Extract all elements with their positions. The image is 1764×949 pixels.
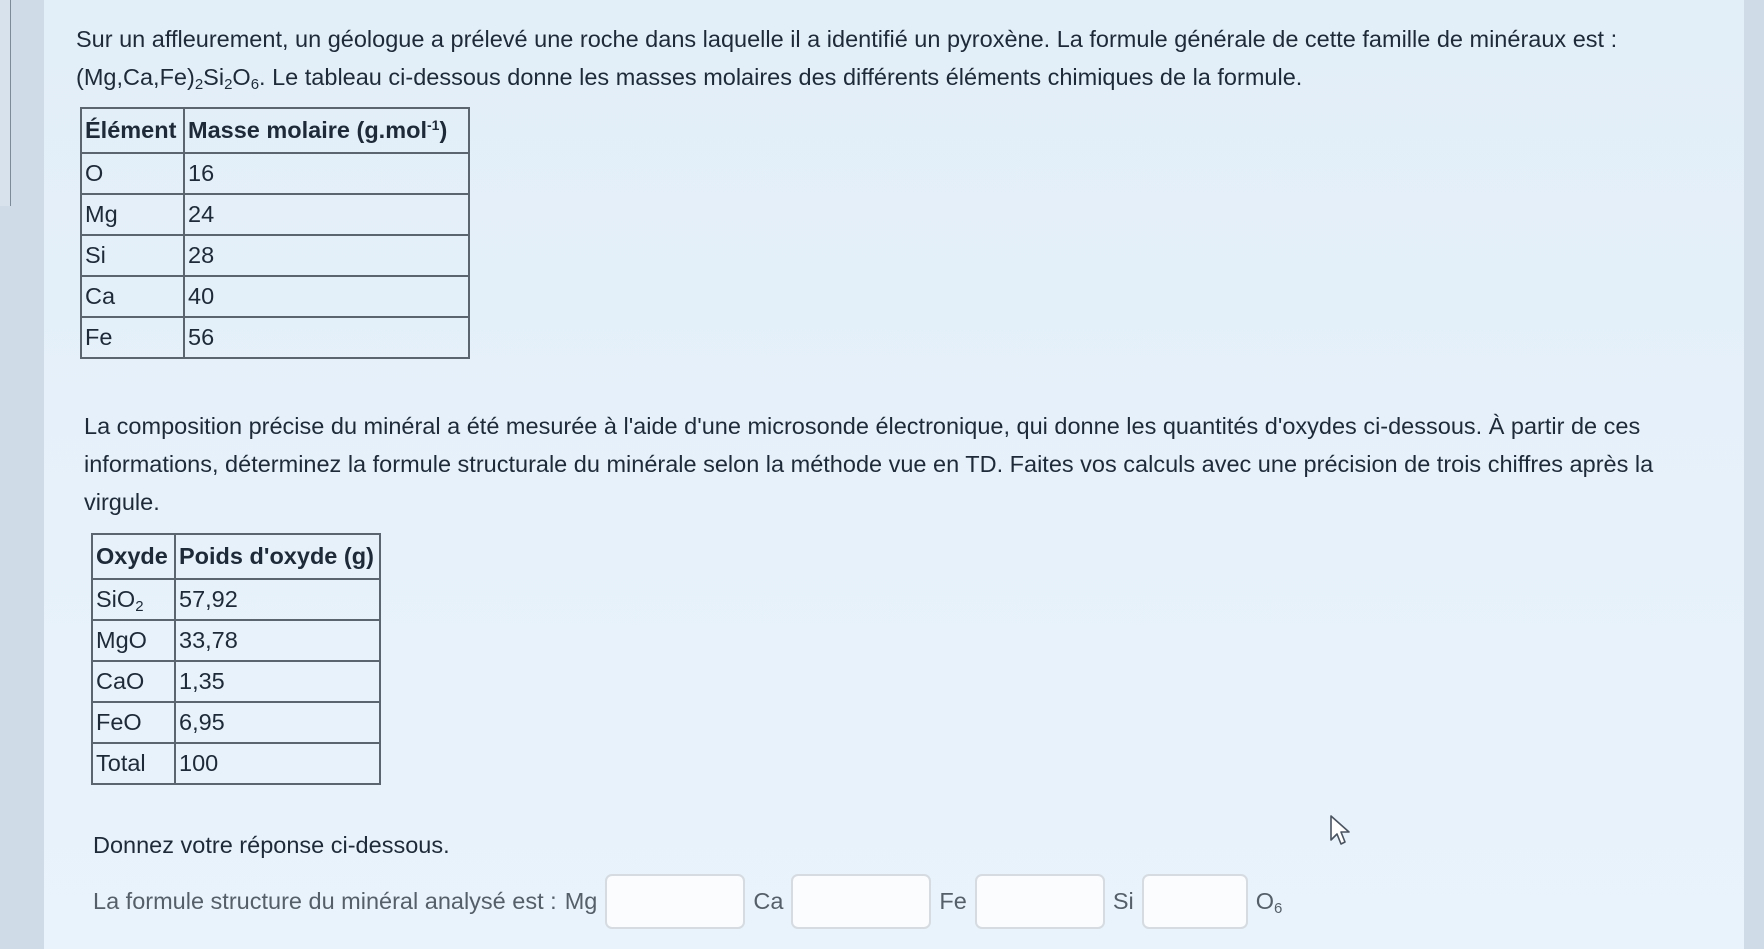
table-row [81, 194, 469, 235]
column-header-molar-mass: Masse molaire (g.mol$^{-1}$) [184, 108, 469, 153]
mg-coefficient-input[interactable] [605, 874, 745, 929]
oxide-cell: FeO [92, 702, 175, 743]
table-row [81, 317, 469, 358]
answer-label: La formule structure du minéral analysé est : [93, 887, 557, 914]
intro-line1: Sur un affleurement, un géologue a prélevé une roche dans laquelle il a identifié un pyroxène. La formule générale de cette famille de minéraux est : [76, 26, 1618, 52]
table-row [81, 153, 469, 194]
weight-cell: 100 [175, 743, 380, 784]
table-row [92, 620, 380, 661]
molar-mass-cell: 16 [184, 153, 469, 194]
si-coefficient-input[interactable] [1142, 874, 1248, 929]
fe-coefficient-input[interactable] [975, 874, 1105, 929]
si-symbol: Si [1112, 887, 1134, 914]
column-header-oxide: Oxyde [92, 534, 175, 579]
fe-symbol: Fe [939, 887, 967, 914]
table-header-row [92, 534, 380, 579]
left-sidebar-edge [0, 0, 11, 206]
table-row-total [92, 743, 380, 784]
element-cell: Fe [81, 317, 184, 358]
answer-prompt: Donnez votre réponse ci-dessous. [93, 832, 450, 858]
element-cell: Ca [81, 276, 184, 317]
oxide-cell: SiO$_2$ [92, 579, 175, 620]
element-cell: O [81, 153, 184, 194]
molar-mass-table [80, 107, 470, 359]
ca-coefficient-input[interactable] [791, 874, 931, 929]
ca-symbol: Ca [753, 887, 784, 914]
intro-text [76, 20, 1736, 96]
molar-mass-cell: 40 [184, 276, 469, 317]
molar-mass-cell: 24 [184, 194, 469, 235]
weight-cell: 1,35 [175, 661, 380, 702]
molar-mass-cell: 56 [184, 317, 469, 358]
oxide-weight-table [91, 533, 381, 785]
table-row [92, 702, 380, 743]
table-row [92, 579, 380, 620]
table-row [92, 661, 380, 702]
o-symbol: $O_6$ [1255, 887, 1283, 917]
mouse-pointer-icon [1329, 814, 1355, 848]
oxide-cell: CaO [92, 661, 175, 702]
oxide-cell: Total [92, 743, 175, 784]
mg-symbol: Mg [564, 887, 598, 914]
molar-mass-cell: 28 [184, 235, 469, 276]
weight-cell: 57,92 [175, 579, 380, 620]
oxide-cell: MgO [92, 620, 175, 661]
instructions-text: La composition précise du minéral a été mesurée à l'aide d'une microsonde électronique, qui donne les quantités d'oxydes ci-dessous. À partir de ces informations, déterminez la formule structurale du minérale selon la méthode vue en TD. Faites vos calculs avec une précision de trois chiffres après la virgule. [84, 413, 1654, 515]
element-cell: Mg [81, 194, 184, 235]
table-row [81, 276, 469, 317]
column-header-element: Élément [81, 108, 184, 153]
element-cell: Si [81, 235, 184, 276]
weight-cell: 33,78 [175, 620, 380, 661]
intro-line2: . Le tableau ci-dessous donne les masses molaires des différents éléments chimiques de la formule. [259, 64, 1303, 90]
column-header-weight: Poids d'oxyde (g) [175, 534, 380, 579]
general-formula: $(Mg,Ca,Fe)_2Si_2O_6$ [76, 64, 260, 93]
table-row [81, 235, 469, 276]
answer-formula-row [93, 871, 1282, 931]
weight-cell: 6,95 [175, 702, 380, 743]
table-header-row [81, 108, 469, 153]
